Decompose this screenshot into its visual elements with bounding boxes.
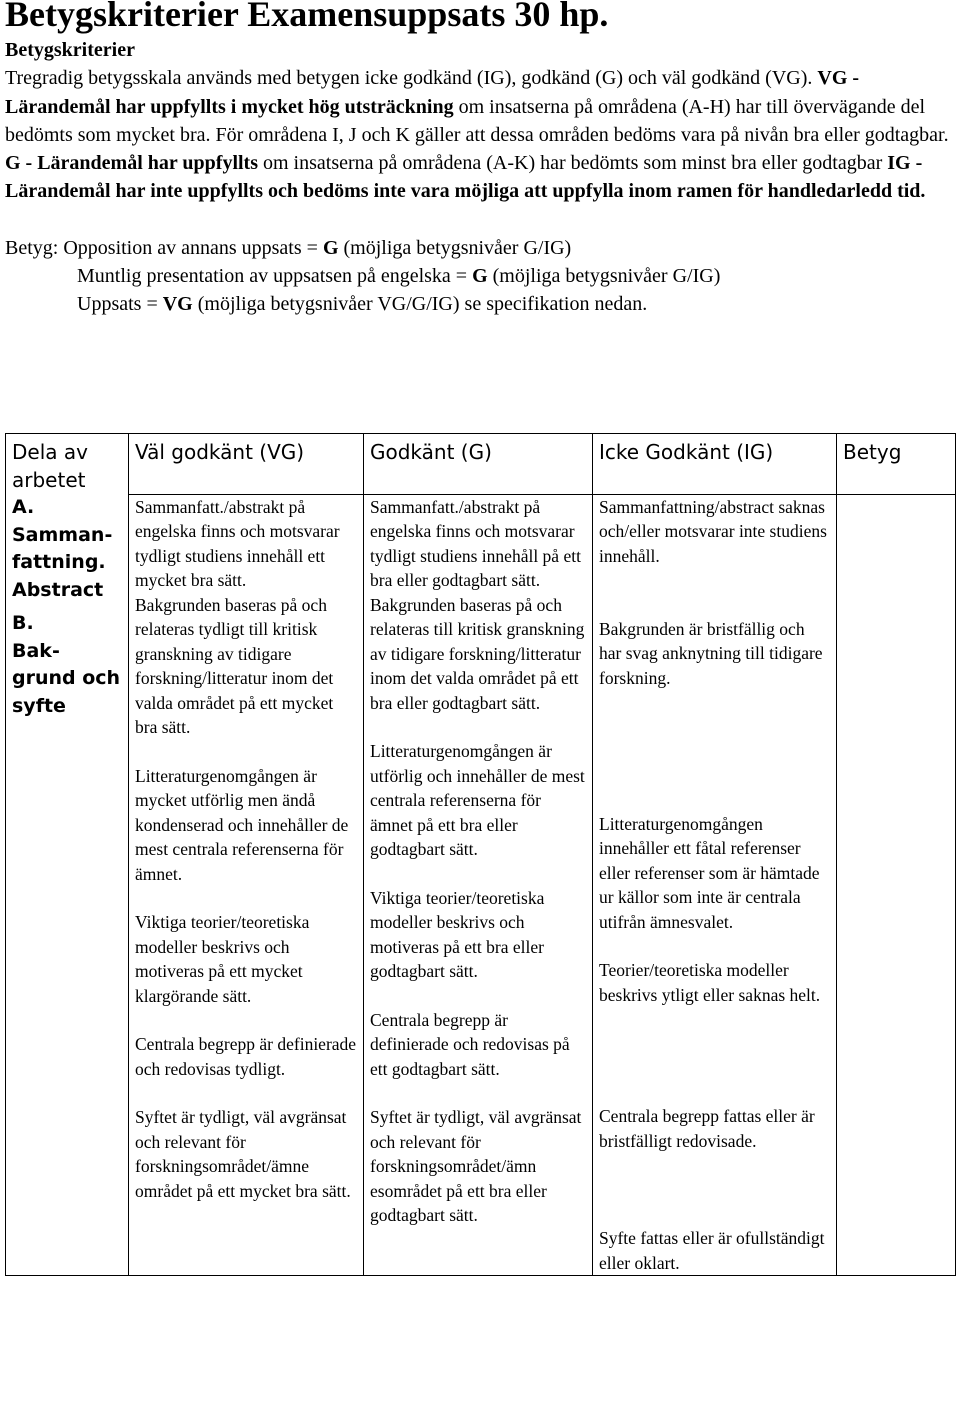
document-title: Betygskriterier Examensuppsats 30 hp. bbox=[5, 0, 609, 34]
grade-cell bbox=[837, 494, 956, 1276]
grading-line-thesis: Uppsats = VG (möjliga betygsnivåer VG/G/IG) se specifikation nedan. bbox=[77, 293, 648, 316]
g-criterion-detail: om insatserna på områdena (A-K) har bedömts som minst bra eller godtagbar bbox=[258, 152, 888, 175]
vg-criterion-item: Bakgrunden baseras på och relateras tydligt till kritisk granskning av tidigare forskning/litteratur inom det valda området på ett mycket bra sätt. bbox=[135, 594, 334, 737]
header-g: Godkänt (G) bbox=[364, 434, 593, 495]
ig-cell bbox=[593, 494, 837, 1276]
vg-criterion-item: Litteraturgenomgången är mycket utförlig men ändå kondenserad och innehåller de mest centrala referenserna för ämnet. bbox=[135, 765, 349, 884]
vg-cell bbox=[129, 494, 364, 1276]
grading-line-presentation: Muntlig presentation av uppsatsen på engelska = G (möjliga betygsnivåer G/IG) bbox=[77, 265, 721, 288]
g-criterion-item: Bakgrunden baseras på och relateras till kritisk granskning av tidigare forskning/litteratur inom det valda området på ett bra eller godtagbart sätt. bbox=[370, 594, 585, 713]
criteria-table bbox=[5, 433, 956, 1276]
grade-label: Betyg bbox=[5, 236, 53, 259]
g-criterion-item: Viktiga teorier/teoretiska modeller beskrivs och motiveras på ett bra eller godtagbart sätt. bbox=[370, 887, 545, 981]
vg-criterion-item: Syftet är tydligt, väl avgränsat och relevant för forskningsområdet/ämne området på ett mycket bra sätt. bbox=[135, 1107, 351, 1201]
vg-criterion: VG - Lärandemål har uppfyllts i mycket hög utsträckning bbox=[5, 67, 860, 118]
part-cell bbox=[6, 494, 129, 1276]
ig-criterion-item: Teorier/teoretiska modeller beskrivs ytligt eller saknas helt. bbox=[599, 960, 821, 1005]
g-criterion-item: Syftet är tydligt, väl avgränsat och relevant för forskningsområdet/ämn esområdet på ett bra eller godtagbart sätt. bbox=[370, 1107, 582, 1225]
section-b: B. Bak-grund och syfte bbox=[12, 612, 121, 717]
intro-text bbox=[5, 36, 950, 319]
vg-criterion-detail: om insatserna på områdena (A-H) har till övervägande del bedömts som mycket bra. För områdena I, J och K gäller att dessa områden bedöms vara på nivån bra eller godtagbar. bbox=[5, 95, 949, 146]
scale-intro: Tregradig betygsskala används med betygen icke godkänd (IG), godkänd (G) och väl godkänd (VG). bbox=[5, 67, 818, 90]
vg-criterion-item: Viktiga teorier/teoretiska modeller beskrivs och motiveras på ett mycket klargörande sätt. bbox=[135, 912, 310, 1006]
vg-criterion-item: Centrala begrepp är definierade och redovisas tydligt. bbox=[135, 1034, 357, 1079]
table-header-row bbox=[6, 434, 956, 495]
ig-criterion-item: Syfte fattas eller är ofullständigt eller oklart. bbox=[599, 1228, 825, 1273]
header-part: Dela av arbetet bbox=[6, 434, 129, 495]
ig-criterion: IG - Lärandemål har inte uppfyllts och bedöms inte vara möjliga att uppfylla inom ramen för handledarledd tid. bbox=[5, 152, 926, 203]
section-a: A. Samman-fattning. Abstract bbox=[12, 496, 113, 601]
g-criterion-item: Litteraturgenomgången är utförlig och innehåller de mest centrala referenserna för ämnet på ett bra eller godtagbart sätt. bbox=[370, 741, 585, 859]
g-criterion-item: Centrala begrepp är definierade och redovisas på ett godtagbart sätt. bbox=[370, 1009, 570, 1079]
grading-scale-paragraph bbox=[5, 64, 950, 205]
g-cell bbox=[364, 494, 593, 1276]
ig-criterion-item: Litteraturgenomgången innehåller ett fåtal referenser eller referenser som är hämtade ur källor som inte är centrala utifrån ämnesvalet. bbox=[599, 813, 820, 932]
header-grade: Betyg bbox=[837, 434, 956, 495]
vg-criterion-item: Sammanfatt./abstrakt på engelska finns och motsvarar tydligt studiens innehåll ett mycket bra sätt. bbox=[135, 496, 340, 590]
ig-criterion-item: Bakgrunden är bristfällig och har svag anknytning till tidigare forskning. bbox=[599, 618, 823, 688]
section-heading: Betygskriterier bbox=[5, 39, 135, 61]
ig-criterion-item: Sammanfattning/abstract saknas och/eller motsvarar inte studiens innehåll. bbox=[599, 496, 827, 566]
grading-line-opposition: Betyg: Opposition av annans uppsats = G (möjliga betygsnivåer G/IG) bbox=[5, 236, 572, 259]
header-ig: Icke Godkänt (IG) bbox=[593, 434, 837, 495]
header-vg: Väl godkänt (VG) bbox=[129, 434, 364, 495]
table-row bbox=[6, 494, 956, 1276]
g-criterion-item: Sammanfatt./abstrakt på engelska finns och motsvarar tydligt studiens innehåll på ett bra eller godtagbart sätt. bbox=[370, 496, 581, 590]
g-criterion: G - Lärandemål har uppfyllts bbox=[5, 152, 258, 175]
ig-criterion-item: Centrala begrepp fattas eller är bristfälligt redovisade. bbox=[599, 1106, 815, 1151]
